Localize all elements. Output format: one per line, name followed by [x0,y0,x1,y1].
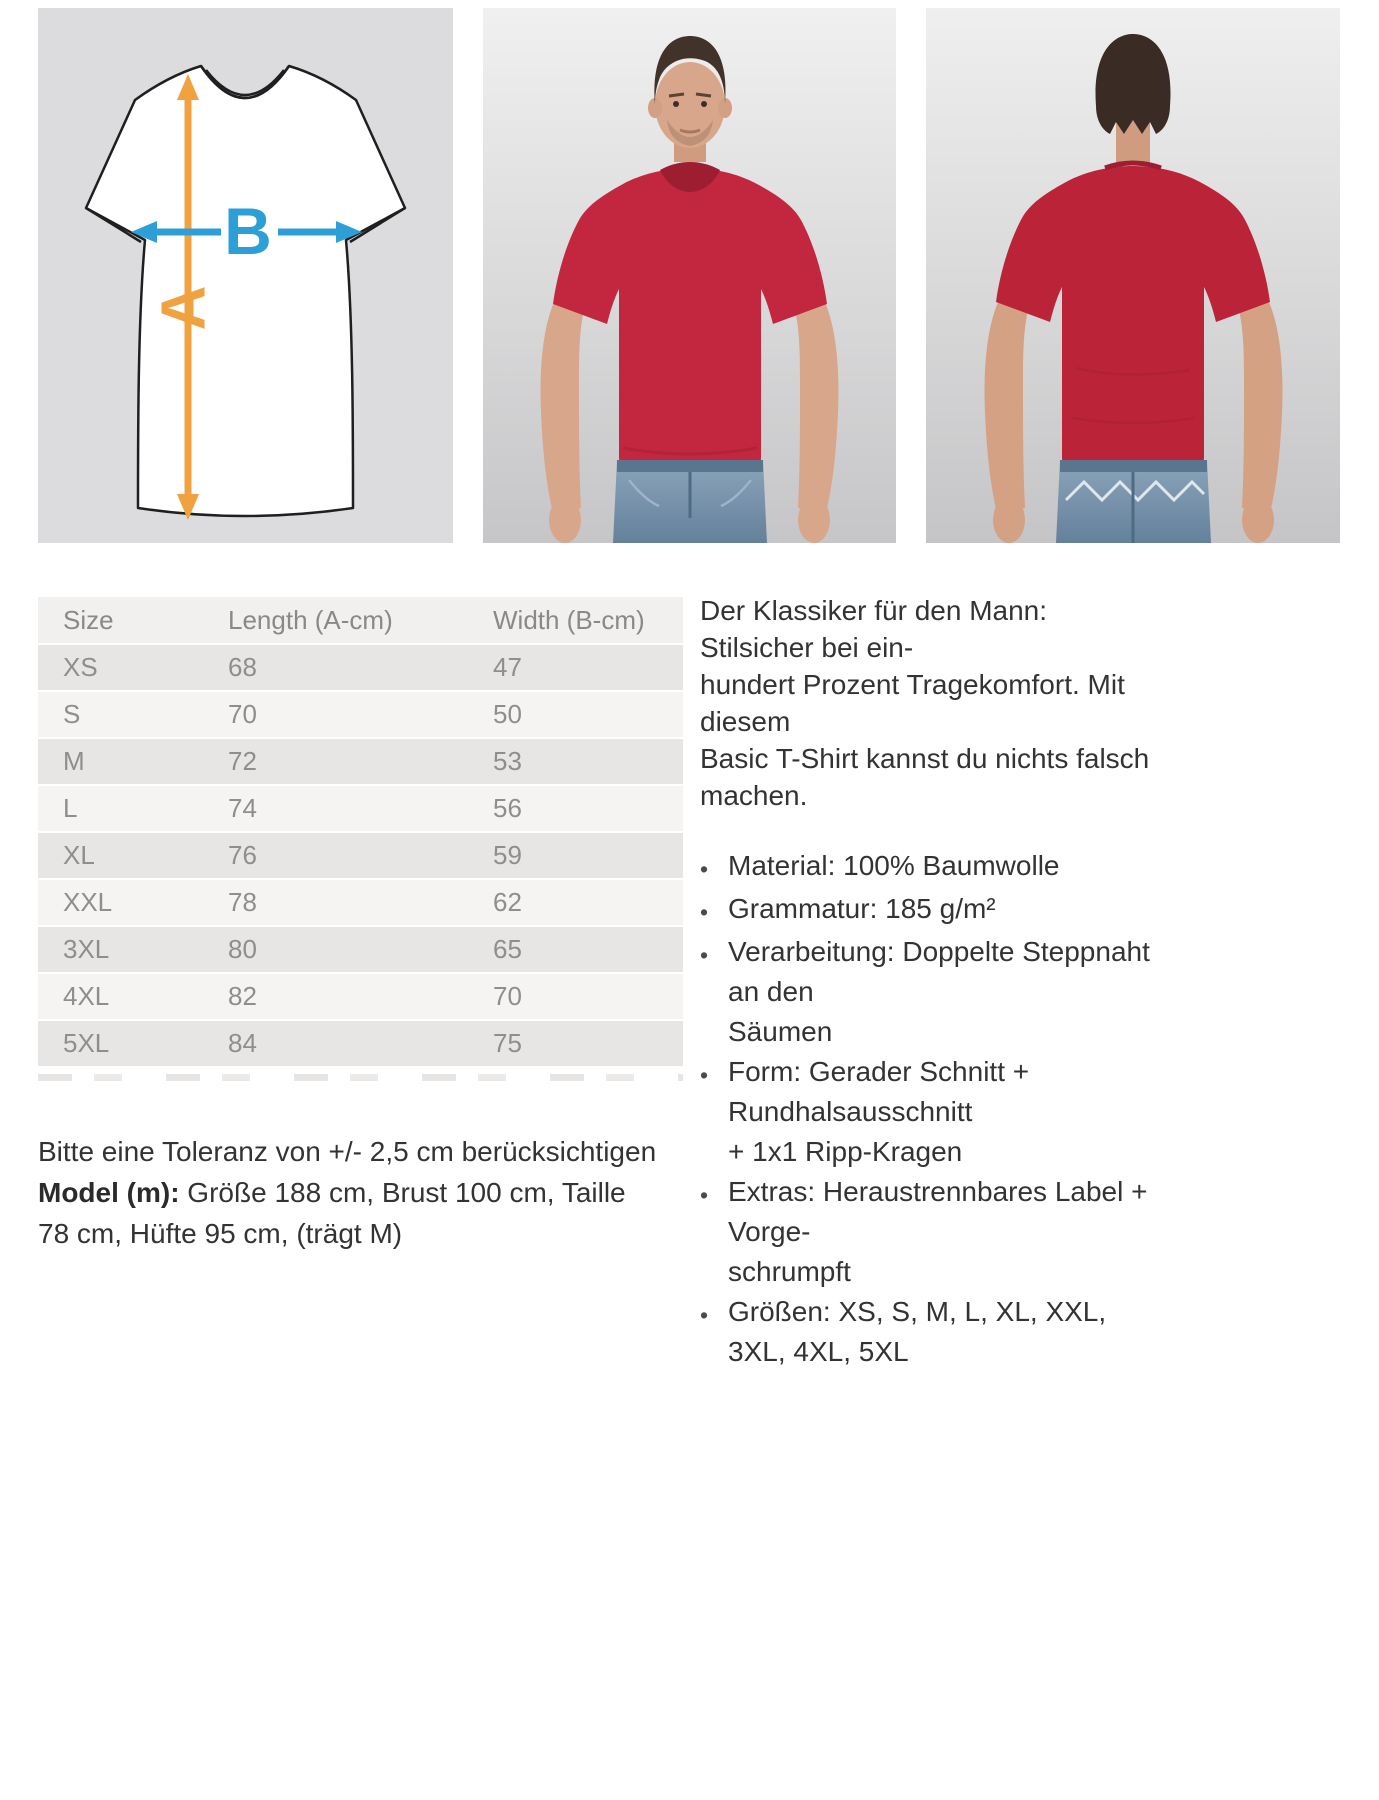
table-cell: 3XL [63,934,110,964]
table-row [38,974,683,1019]
label-a: A [149,285,219,331]
model-front-illustration [483,8,896,543]
bullet-text: Größen: XS, S, M, L, XL, XXL, 3XL, 4XL, 5XL [728,1296,1107,1367]
table-row [38,927,683,972]
table-row [38,833,683,878]
table-cell: 65 [493,934,522,964]
table-cell: XL [63,840,95,870]
bullet-marker: • [700,1062,709,1088]
table-cell: 5XL [63,1028,110,1058]
table-cell: 82 [228,981,257,1011]
bullet-text: Material: 100% Baumwolle [728,850,1060,881]
table-cell: 80 [228,934,257,964]
table-row [38,645,683,690]
column-header-width: Width (B-cm) [493,604,645,635]
bullet-item [700,1292,1152,1372]
model-info-line1: Größe 188 cm, Brust 100 cm, Taille [179,1177,626,1208]
table-cell: 59 [493,840,522,870]
table-cell: 53 [493,746,522,776]
tshirt-measurement-diagram [38,8,453,543]
intro-line: Basic T-Shirt kannst du nichts falsch machen. [700,743,1150,811]
model-info-line2: 78 cm, Hüfte 95 cm, (trägt M) [38,1218,403,1249]
table-cell: 74 [228,793,257,823]
bullet-marker: • [700,856,709,882]
bullet-item [700,932,1152,1052]
table-row [38,786,683,831]
table-cell: 76 [228,840,257,870]
measurement-note [38,1131,668,1254]
intro-line: hundert Prozent Tragekomfort. Mit diesem [700,669,1125,737]
size-table-header [38,597,683,643]
intro-line: Der Klassiker für den Mann: Stilsicher bei ein- [700,595,1048,663]
table-row [38,880,683,925]
table-cell: 70 [493,981,522,1011]
table-cell: M [63,746,85,776]
model-info [38,1172,668,1213]
bullet-item [700,1052,1152,1172]
table-cell: 56 [493,793,522,823]
table-row [38,739,683,784]
table-cell: 62 [493,887,522,917]
bullet-text: Form: Gerader Schnitt + Rundhalsausschnitt + 1x1 Ripp-Kragen [728,1056,1030,1167]
size-diagram-image [38,8,453,543]
tshirt-outline [86,66,405,516]
column-header-size: Size [63,604,114,635]
bullet-marker: • [700,1182,709,1208]
tolerance-note: Bitte eine Toleranz von +/- 2,5 cm berücksichtigen [38,1136,657,1167]
table-cell: 78 [228,887,257,917]
size-table-body [38,645,683,1066]
size-table [38,597,683,1068]
bullet-text: Grammatur: 185 g/m² [728,893,996,924]
bullet-text: Extras: Heraustrennbares Label + Vorge- schrumpft [728,1176,1148,1287]
column-header-length: Length (A-cm) [228,604,393,635]
bullet-item [700,889,1152,932]
bullet-marker: • [700,1302,709,1328]
jeans-back [1056,460,1211,543]
table-row [38,1021,683,1066]
table-cell: 84 [228,1028,257,1058]
table-cell: XXL [63,887,113,917]
bullet-marker: • [700,899,709,925]
description-intro [700,592,1152,814]
table-cell: 75 [493,1028,522,1058]
bullet-item [700,1172,1152,1292]
bullet-marker: • [700,942,709,968]
bullet-text: Verarbeitung: Doppelte Steppnaht an den Säumen [728,936,1150,1047]
table-cell: 4XL [63,981,110,1011]
table-cell: 72 [228,746,257,776]
label-b: B [224,194,272,268]
model-back-photo [926,8,1340,543]
feature-list [700,846,1152,1372]
table-cell: 68 [228,652,257,682]
model-front-photo [483,8,896,543]
table-cell: 50 [493,699,522,729]
product-description [700,592,1152,1372]
model-back-illustration [926,8,1340,543]
jeans-front [613,460,767,543]
model-info-label: Model (m): [38,1177,180,1208]
table-cell: 47 [493,652,522,682]
table-cutoff-row [38,1074,683,1081]
table-cell: S [63,699,81,729]
table-row [38,692,683,737]
table-cell: L [63,793,78,823]
bullet-item [700,846,1152,889]
table-cell: XS [63,652,98,682]
table-cell: 70 [228,699,257,729]
